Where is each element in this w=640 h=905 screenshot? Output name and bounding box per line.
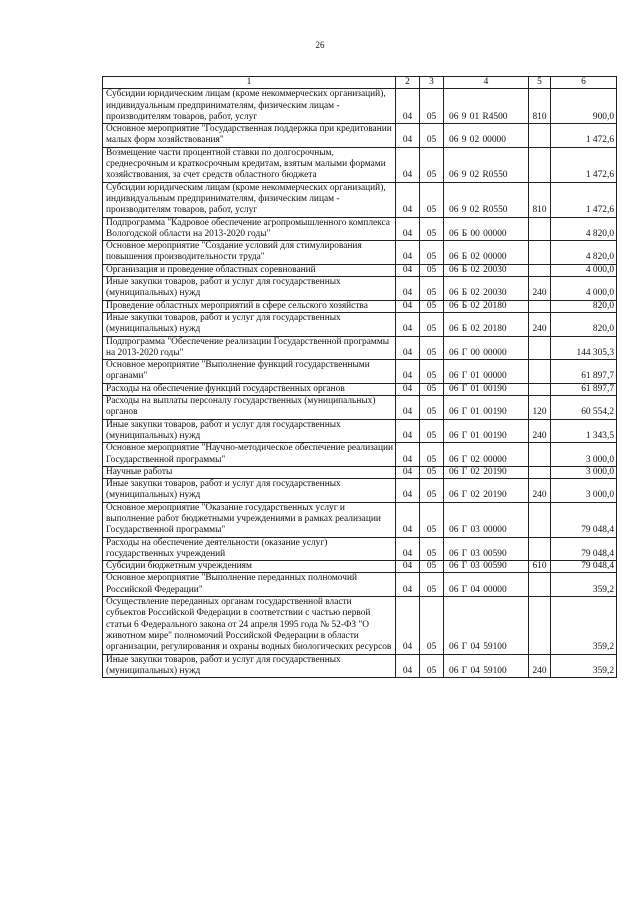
row-section: 04: [396, 277, 420, 301]
row-subsection: 05: [420, 147, 444, 182]
row-section: 04: [396, 147, 420, 182]
row-subsection: 05: [420, 654, 444, 678]
row-name: Иные закупки товаров, работ и услуг для государственных (муниципальных) нужд: [103, 277, 396, 301]
row-expense-type: [529, 124, 551, 148]
table-row: [103, 124, 617, 148]
row-name: Осуществление переданных органам государственной власти субъектов Российской Федерации в соответствии с частью первой статьи 6 Федерального закона от 24 апреля 1995 года № 52-ФЗ "О животном мире" полномочий Российской Федерации в области организации, регулирования и охраны водных биологических ресурсов: [103, 597, 396, 654]
row-section: 04: [396, 241, 420, 265]
page-number: 26: [315, 40, 325, 50]
row-name: Основное мероприятие "Выполнение переданных полномочий Российской Федерации": [103, 573, 396, 597]
table-row: [103, 360, 617, 384]
row-target-code: 06 Г 02 20190: [444, 466, 529, 478]
row-amount: 359,2: [551, 654, 617, 678]
row-name: Основное мероприятие "Выполнение функций государственными органами": [103, 360, 396, 384]
table-row: [103, 182, 617, 217]
row-section: 04: [396, 561, 420, 573]
row-section: 04: [396, 537, 420, 561]
row-expense-type: [529, 597, 551, 654]
row-name: Организация и проведение областных соревнований: [103, 264, 396, 276]
row-amount: 79 048,4: [551, 502, 617, 537]
row-expense-type: 240: [529, 277, 551, 301]
row-expense-type: 810: [529, 182, 551, 217]
row-target-code: 06 Б 02 00000: [444, 241, 529, 265]
table-row: [103, 419, 617, 443]
row-target-code: 06 Б 00 00000: [444, 217, 529, 241]
row-amount: 820,0: [551, 312, 617, 336]
row-subsection: 05: [420, 597, 444, 654]
row-target-code: 06 Г 00 00000: [444, 336, 529, 360]
row-expense-type: [529, 147, 551, 182]
row-amount: 1 472,6: [551, 124, 617, 148]
header-col-5: 5: [529, 77, 551, 89]
row-amount: 1 343,5: [551, 419, 617, 443]
row-target-code: 06 9 02 R0550: [444, 147, 529, 182]
row-amount: 900,0: [551, 89, 617, 124]
row-target-code: 06 Г 04 00000: [444, 573, 529, 597]
row-section: 04: [396, 502, 420, 537]
table-row: [103, 537, 617, 561]
row-subsection: 05: [420, 264, 444, 276]
row-name: Иные закупки товаров, работ и услуг для государственных (муниципальных) нужд: [103, 419, 396, 443]
row-subsection: 05: [420, 419, 444, 443]
row-section: 04: [396, 396, 420, 420]
row-subsection: 05: [420, 124, 444, 148]
row-name: Основное мероприятие "Оказание государственных услуг и выполнение работ бюджетными учреждениями в рамках реализации Государственной программы": [103, 502, 396, 537]
row-amount: 1 472,6: [551, 147, 617, 182]
row-target-code: 06 Г 02 00000: [444, 443, 529, 467]
row-section: 04: [396, 124, 420, 148]
table-row: [103, 597, 617, 654]
table-row: [103, 217, 617, 241]
row-subsection: 05: [420, 502, 444, 537]
budget-table: [102, 76, 617, 678]
row-amount: 60 554,2: [551, 396, 617, 420]
row-name: Основное мероприятие "Создание условий для стимулирования повышения производительности труда": [103, 241, 396, 265]
header-col-1: 1: [103, 77, 396, 89]
row-section: 04: [396, 312, 420, 336]
row-section: 04: [396, 360, 420, 384]
row-name: Проведение областных мероприятий в сфере сельского хозяйства: [103, 300, 396, 312]
table-row: [103, 654, 617, 678]
row-subsection: 05: [420, 383, 444, 395]
row-expense-type: [529, 336, 551, 360]
table-row: [103, 479, 617, 503]
table-row: [103, 396, 617, 420]
table-row: [103, 264, 617, 276]
table-row: [103, 502, 617, 537]
row-amount: 3 000,0: [551, 466, 617, 478]
table-row: [103, 443, 617, 467]
row-name: Субсидии юридическим лицам (кроме некоммерческих организаций), индивидуальным предпринимателям, физическим лицам - производителям товаров, работ, услуг: [103, 182, 396, 217]
row-amount: 4 820,0: [551, 241, 617, 265]
row-section: 04: [396, 443, 420, 467]
row-expense-type: [529, 360, 551, 384]
row-amount: 359,2: [551, 573, 617, 597]
row-name: Иные закупки товаров, работ и услуг для государственных (муниципальных) нужд: [103, 479, 396, 503]
row-target-code: 06 Б 02 20030: [444, 277, 529, 301]
row-amount: 79 048,4: [551, 537, 617, 561]
row-section: 04: [396, 573, 420, 597]
row-subsection: 05: [420, 300, 444, 312]
row-amount: 359,2: [551, 597, 617, 654]
row-target-code: 06 Б 02 20030: [444, 264, 529, 276]
row-target-code: 06 Г 04 59100: [444, 597, 529, 654]
row-section: 04: [396, 597, 420, 654]
row-section: 04: [396, 336, 420, 360]
header-col-4: 4: [444, 77, 529, 89]
row-subsection: 05: [420, 479, 444, 503]
row-section: 04: [396, 182, 420, 217]
table-row: [103, 573, 617, 597]
row-section: 04: [396, 654, 420, 678]
row-name: Основное мероприятие "Государственная поддержка при кредитовании малых форм хозяйствования": [103, 124, 396, 148]
row-subsection: 05: [420, 277, 444, 301]
row-expense-type: 240: [529, 419, 551, 443]
row-expense-type: [529, 300, 551, 312]
row-target-code: 06 Г 03 00590: [444, 561, 529, 573]
row-amount: 3 000,0: [551, 443, 617, 467]
table-row: [103, 561, 617, 573]
row-subsection: 05: [420, 312, 444, 336]
row-expense-type: [529, 383, 551, 395]
row-amount: 820,0: [551, 300, 617, 312]
row-name: Субсидии юридическим лицам (кроме некоммерческих организаций), индивидуальным предпринимателям, физическим лицам - производителям товаров, работ, услуг: [103, 89, 396, 124]
row-target-code: 06 Г 01 00190: [444, 419, 529, 443]
row-target-code: 06 Б 02 20180: [444, 312, 529, 336]
row-amount: 61 897,7: [551, 383, 617, 395]
row-subsection: 05: [420, 182, 444, 217]
row-expense-type: 120: [529, 396, 551, 420]
row-subsection: 05: [420, 89, 444, 124]
row-target-code: 06 Г 03 00590: [444, 537, 529, 561]
row-name: Расходы на обеспечение деятельности (оказание услуг) государственных учреждений: [103, 537, 396, 561]
row-name: Субсидии бюджетным учреждениям: [103, 561, 396, 573]
row-expense-type: [529, 573, 551, 597]
row-name: Подпрограмма "Кадровое обеспечение агропромышленного комплекса Вологодской области на 2013-2020 годы": [103, 217, 396, 241]
row-section: 04: [396, 466, 420, 478]
row-amount: 3 000,0: [551, 479, 617, 503]
row-name: Иные закупки товаров, работ и услуг для государственных (муниципальных) нужд: [103, 654, 396, 678]
row-amount: 4 000,0: [551, 264, 617, 276]
row-amount: 79 048,4: [551, 561, 617, 573]
row-subsection: 05: [420, 573, 444, 597]
row-name: Возмещение части процентной ставки по долгосрочным, среднесрочным и краткосрочным кредитам, взятым малыми формами хозяйствования, за счет средств областного бюджета: [103, 147, 396, 182]
table-row: [103, 147, 617, 182]
row-target-code: 06 Г 01 00190: [444, 383, 529, 395]
row-amount: 4 820,0: [551, 217, 617, 241]
row-subsection: 05: [420, 561, 444, 573]
row-subsection: 05: [420, 443, 444, 467]
table-row: [103, 241, 617, 265]
row-target-code: 06 Г 04 59100: [444, 654, 529, 678]
row-expense-type: 240: [529, 654, 551, 678]
row-subsection: 05: [420, 241, 444, 265]
row-target-code: 06 9 02 00000: [444, 124, 529, 148]
row-amount: 61 897,7: [551, 360, 617, 384]
table-row: [103, 466, 617, 478]
table-row: [103, 312, 617, 336]
row-subsection: 05: [420, 466, 444, 478]
row-section: 04: [396, 419, 420, 443]
row-expense-type: [529, 443, 551, 467]
row-section: 04: [396, 217, 420, 241]
row-section: 04: [396, 264, 420, 276]
row-amount: 144 305,3: [551, 336, 617, 360]
table-row: [103, 336, 617, 360]
row-subsection: 05: [420, 336, 444, 360]
row-expense-type: [529, 264, 551, 276]
table-row: [103, 300, 617, 312]
row-section: 04: [396, 89, 420, 124]
row-section: 04: [396, 300, 420, 312]
row-expense-type: [529, 466, 551, 478]
header-col-6: 6: [551, 77, 617, 89]
row-name: Расходы на выплаты персоналу государственных (муниципальных) органов: [103, 396, 396, 420]
row-target-code: 06 9 02 R0550: [444, 182, 529, 217]
row-expense-type: 610: [529, 561, 551, 573]
row-expense-type: 240: [529, 312, 551, 336]
row-target-code: 06 Г 03 00000: [444, 502, 529, 537]
row-expense-type: [529, 241, 551, 265]
row-target-code: 06 Б 02 20180: [444, 300, 529, 312]
table-row: [103, 383, 617, 395]
header-col-3: 3: [420, 77, 444, 89]
header-col-2: 2: [396, 77, 420, 89]
row-subsection: 05: [420, 396, 444, 420]
row-name: Расходы на обеспечение функций государственных органов: [103, 383, 396, 395]
row-expense-type: [529, 537, 551, 561]
row-target-code: 06 9 01 R4500: [444, 89, 529, 124]
row-subsection: 05: [420, 217, 444, 241]
row-section: 04: [396, 479, 420, 503]
table-row: [103, 277, 617, 301]
header-row: [103, 77, 617, 89]
row-subsection: 05: [420, 360, 444, 384]
row-amount: 4 000,0: [551, 277, 617, 301]
row-subsection: 05: [420, 537, 444, 561]
row-expense-type: 240: [529, 479, 551, 503]
row-expense-type: 810: [529, 89, 551, 124]
row-target-code: 06 Г 01 00000: [444, 360, 529, 384]
row-target-code: 06 Г 01 00190: [444, 396, 529, 420]
row-name: Научные работы: [103, 466, 396, 478]
row-name: Подпрограмма "Обеспечение реализации Государственной программы на 2013-2020 годы": [103, 336, 396, 360]
row-name: Иные закупки товаров, работ и услуг для государственных (муниципальных) нужд: [103, 312, 396, 336]
row-expense-type: [529, 217, 551, 241]
row-target-code: 06 Г 02 20190: [444, 479, 529, 503]
row-amount: 1 472,6: [551, 182, 617, 217]
row-section: 04: [396, 383, 420, 395]
row-name: Основное мероприятие "Научно-методическое обеспечение реализации Государственной программы": [103, 443, 396, 467]
table-row: [103, 89, 617, 124]
row-expense-type: [529, 502, 551, 537]
